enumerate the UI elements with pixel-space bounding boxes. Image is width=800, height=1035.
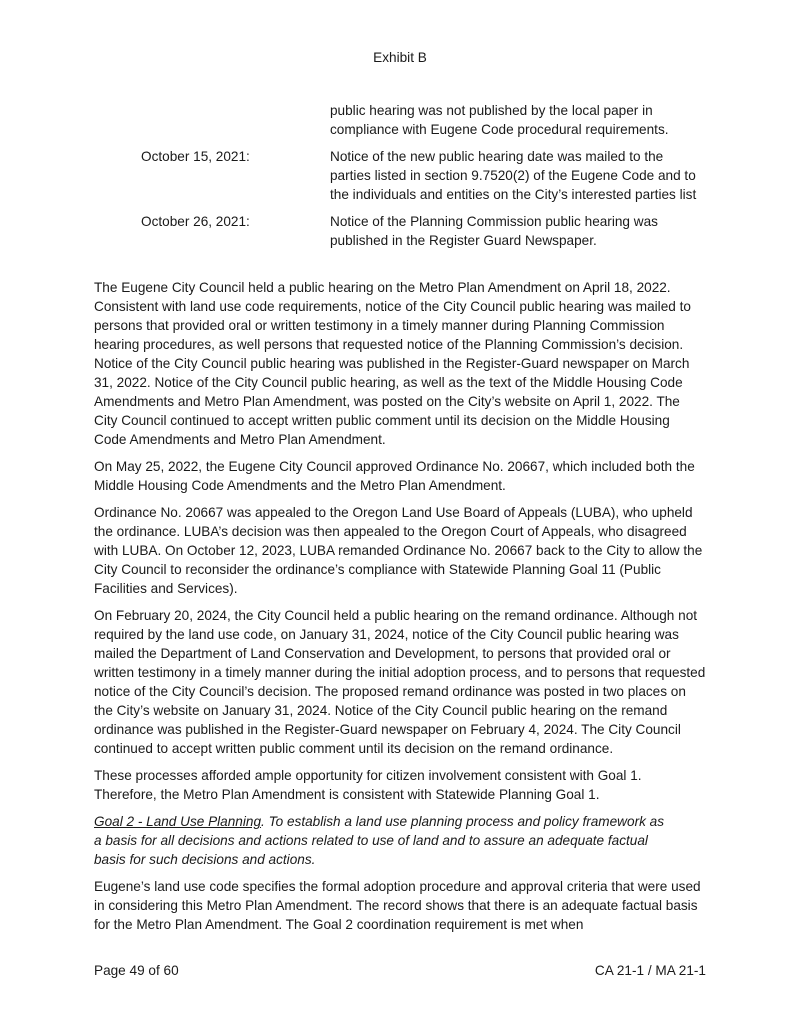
timeline-text: public hearing was not published by the local paper in compliance with Eugene Code procedural requirements. xyxy=(330,103,669,137)
goal2-statement xyxy=(94,812,668,869)
timeline-text: Notice of the new public hearing date was mailed to the parties listed in section 9.7520(2) of the Eugene Code and to the individuals and entities on the City’s interested parties list xyxy=(330,149,697,202)
page-header: Exhibit B xyxy=(373,50,427,65)
goal2-text: . To establish a land use planning process and policy framework as a basis for all decisions and actions related to use of land and to assure an adequate factual basis for such decisions and actions. xyxy=(94,814,665,867)
paragraph-goal2-analysis: Eugene’s land use code specifies the formal adoption procedure and approval criteria that were used in considering this Metro Plan Amendment. The record shows that there is an adequate factual basis for the Metro Plan Amendment. The Goal 2 coordination requirement is met when xyxy=(94,879,701,932)
paragraph-ordinance-approval: On May 25, 2022, the Eugene City Council approved Ordinance No. 20667, which included both the Middle Housing Code Amendments and the Metro Plan Amendment. xyxy=(94,459,695,493)
timeline-row xyxy=(0,212,800,250)
goal2-title: Goal 2 - Land Use Planning xyxy=(94,814,262,829)
paragraph-remand-hearing: On February 20, 2024, the City Council held a public hearing on the remand ordinance. Although not required by the land use code, on January 31, 2024, notice of the City Council public hearing was mailed the Department of Land Conservation and Development, to persons that provided oral or written testimony in a timely manner during the initial adoption process, and to persons that requested notice of the City Council’s decision. The proposed remand ordinance was posted in two places on the City’s website on January 31, 2024. Notice of the City Council public hearing on the remand ordinance was published in the Register-Guard newspaper on February 4, 2024. The City Council continued to accept written public comment until its decision on the remand ordinance. xyxy=(94,608,706,756)
timeline-row xyxy=(0,147,800,204)
timeline-row xyxy=(0,101,800,139)
hearing-timeline xyxy=(0,101,800,258)
paragraph-council-hearing: The Eugene City Council held a public hearing on the Metro Plan Amendment on April 18, 2022. Consistent with land use code requirements, notice of the City Council public hearing was mailed to persons that provided oral or written testimony in a timely manner during Planning Commission hearing procedures, as well persons that requested notice of the Planning Commission’s decision. Notice of the City Council public hearing was published in the Register-Guard newspaper on March 31, 2022. Notice of the City Council public hearing, as well as the text of the Middle Housing Code Amendments and Metro Plan Amendment, was posted on the City’s website on April 1, 2022. The City Council continued to accept written public comment until its decision on the Middle Housing Code Amendments and Metro Plan Amendment. xyxy=(94,280,691,447)
paragraph-luba-appeal: Ordinance No. 20667 was appealed to the Oregon Land Use Board of Appeals (LUBA), who upheld the ordinance. LUBA’s decision was then appealed to the Oregon Court of Appeals, who disagreed with LUBA. On October 12, 2023, LUBA remanded Ordinance No. 20667 back to the City to allow the City Council to reconsider the ordinance’s compliance with Statewide Planning Goal 11 (Public Facilities and Services). xyxy=(94,505,703,596)
timeline-date: October 15, 2021: xyxy=(141,149,250,164)
document-body xyxy=(94,278,706,942)
page-number: Page 49 of 60 xyxy=(94,963,179,978)
timeline-text: Notice of the Planning Commission public hearing was published in the Register Guard Newspaper. xyxy=(330,214,658,248)
page-footer xyxy=(94,961,706,980)
paragraph-goal1-conclusion: These processes afforded ample opportunity for citizen involvement consistent with Goal 1. Therefore, the Metro Plan Amendment is consistent with Statewide Planning Goal 1. xyxy=(94,768,642,802)
timeline-date: October 26, 2021: xyxy=(141,214,250,229)
case-reference: CA 21-1 / MA 21-1 xyxy=(594,963,706,978)
